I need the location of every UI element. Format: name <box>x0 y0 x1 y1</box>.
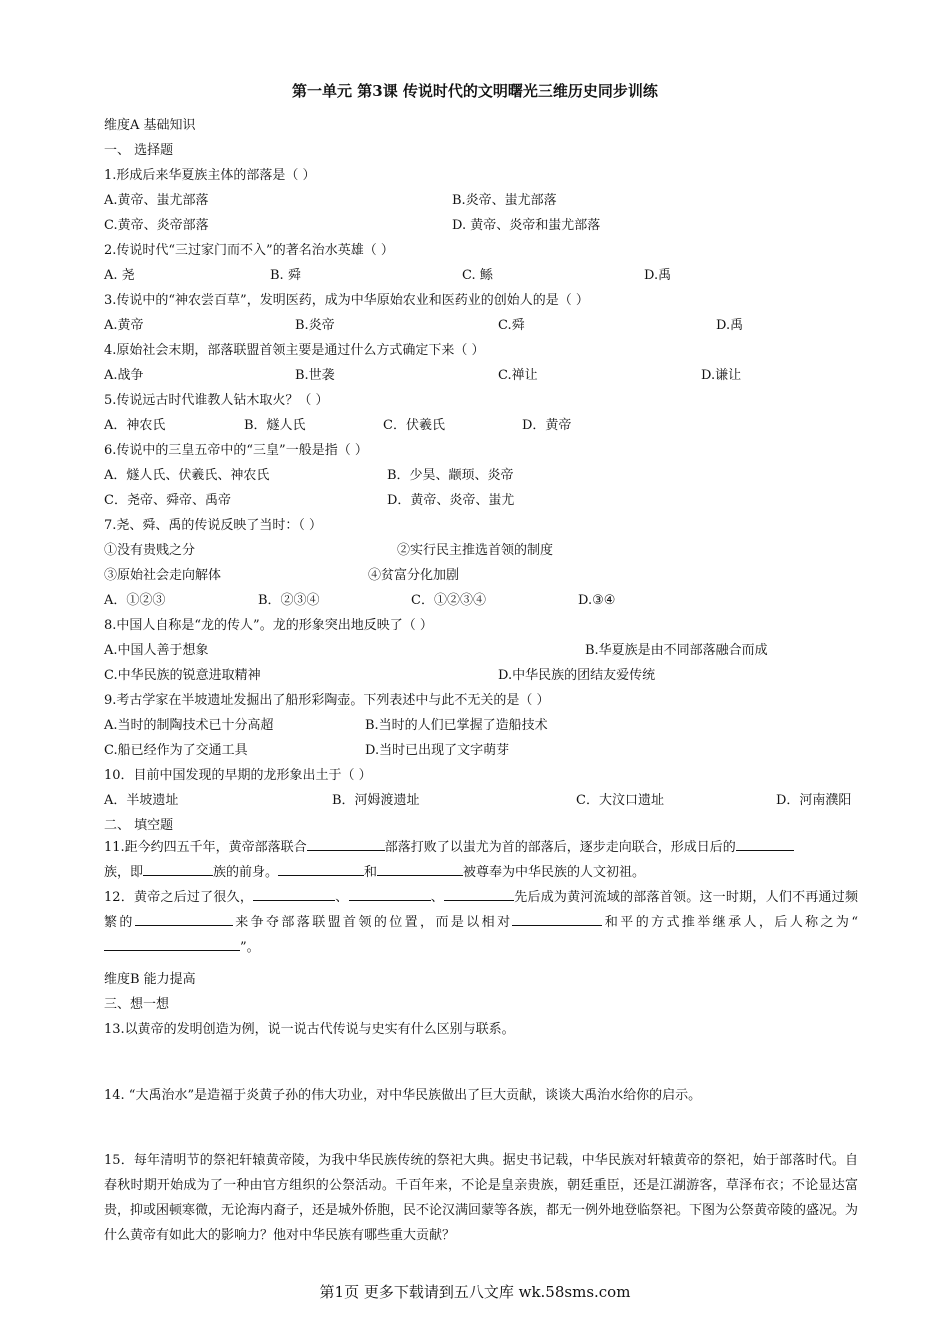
question-6-stem: 6.传说中的三皇五帝中的“三皇”一般是指（ ） <box>104 443 368 458</box>
blank-field[interactable] <box>512 910 602 926</box>
blank-field[interactable] <box>135 910 233 926</box>
question-6-option-c: C．尧帝、舜帝、禹帝 <box>104 493 231 508</box>
question-9-option-c: C.船已经作为了交通工具 <box>104 743 248 758</box>
blank-field[interactable] <box>736 835 794 851</box>
section-choice-heading: 一、 选择题 <box>104 143 174 158</box>
blank-field[interactable] <box>253 885 335 901</box>
question-10-option-a: A．半坡遗址 <box>104 793 179 808</box>
question-8-option-b: B.华夏族是由不同部落融合而成 <box>585 643 768 658</box>
blank-field[interactable] <box>278 860 364 876</box>
question-6-option-a: A．燧人氏、伏羲氏、神农氏 <box>104 468 270 483</box>
question-9-option-b: B.当时的人们已掌握了造船技术 <box>365 718 548 733</box>
question-3-option-c: C.舜 <box>498 318 525 333</box>
question-8-stem: 8.中国人自称是“龙的传人”。龙的形象突出地反映了（ ） <box>104 618 433 633</box>
question-1-stem: 1.形成后来华夏族主体的部落是（ ） <box>104 168 316 183</box>
question-2-option-a: A. 尧 <box>104 268 135 283</box>
question-1-option-b: B.炎帝、蚩尤部落 <box>452 193 557 208</box>
question-7-stem: 7.尧、舜、禹的传说反映了当时：（ ） <box>104 518 323 533</box>
question-7-statement-2: ②实行民主推选首领的制度 <box>397 543 554 558</box>
question-1-option-a: A.黄帝、蚩尤部落 <box>104 193 209 208</box>
question-1-option-d: D. 黄帝、炎帝和蚩尤部落 <box>452 218 601 233</box>
question-11: 11.距今约四五千年，黄帝部落联合 部落打败了以蚩尤为首的部落后，逐步走向联合，形成日后的 族，即 族的前身。 和 被尊奉为中华民族的人文初祖。 <box>104 835 858 885</box>
question-9-option-d: D.当时已出现了文字萌芽 <box>365 743 510 758</box>
question-7-statement-3: ③原始社会走向解体 <box>104 568 222 583</box>
question-4-option-c: C.禅让 <box>498 368 538 383</box>
blank-field[interactable] <box>377 860 463 876</box>
document-title: 第一单元 第3课 传说时代的文明曙光三维历史同步训练 <box>292 82 658 100</box>
question-7-statement-1: ①没有贵贱之分 <box>104 543 196 558</box>
question-3-option-b: B.炎帝 <box>295 318 335 333</box>
question-7-option-d: D.③④ <box>578 593 616 608</box>
question-2-stem: 2.传说时代“三过家门而不入”的著名治水英雄（ ） <box>104 243 394 258</box>
dimension-a-heading: 维度A 基础知识 <box>104 118 196 133</box>
question-6-option-b: B．少昊、颛顼、炎帝 <box>387 468 514 483</box>
question-8-option-c: C.中华民族的锐意进取精神 <box>104 668 261 683</box>
question-2-option-b: B. 舜 <box>270 268 301 283</box>
question-8-option-a: A.中国人善于想象 <box>104 643 209 658</box>
question-5-option-b: B．燧人氏 <box>244 418 306 433</box>
dimension-b-heading: 维度B 能力提高 <box>104 972 196 987</box>
question-4-stem: 4.原始社会末期，部落联盟首领主要是通过什么方式确定下来（ ） <box>104 343 485 358</box>
question-10-option-d: D．河南濮阳 <box>776 793 852 808</box>
blank-field[interactable] <box>349 885 431 901</box>
question-7-statement-4: ④贫富分化加剧 <box>368 568 460 583</box>
section-fill-heading: 二、 填空题 <box>104 818 174 833</box>
question-7-option-b: B．②③④ <box>258 593 320 608</box>
question-13: 13.以黄帝的发明创造为例，说一说古代传说与史实有什么区别与联系。 <box>104 1022 515 1037</box>
blank-field[interactable] <box>444 885 514 901</box>
question-7-option-a: A．①②③ <box>104 593 166 608</box>
question-5-option-d: D．黄帝 <box>522 418 572 433</box>
question-9-option-a: A.当时的制陶技术已十分高超 <box>104 718 274 733</box>
question-12: 12．黄帝之后过了很久， 、 、 先后成为黄河流域的部落首领。这一时期，人们不再通过频繁的 来争夺部落联盟首领的位置，而是以相对 和平的方式推举继承人，后人称之为“”。 <box>104 885 858 960</box>
question-6-option-d: D．黄帝、炎帝、蚩尤 <box>387 493 515 508</box>
blank-field[interactable] <box>143 860 213 876</box>
question-2-option-d: D.禹 <box>644 268 672 283</box>
blank-field[interactable] <box>104 935 240 951</box>
question-4-option-a: A.战争 <box>104 368 144 383</box>
question-3-option-a: A.黄帝 <box>104 318 144 333</box>
question-3-option-d: D.禹 <box>716 318 744 333</box>
blank-field[interactable] <box>307 835 385 851</box>
section-think-heading: 三、想一想 <box>104 997 170 1012</box>
question-4-option-d: D.谦让 <box>701 368 742 383</box>
question-1-option-c: C.黄帝、炎帝部落 <box>104 218 209 233</box>
question-9-stem: 9.考古学家在半坡遗址发掘出了船形彩陶壶。下列表述中与此不无关的是（ ） <box>104 693 550 708</box>
question-2-option-c: C. 鲧 <box>462 268 493 283</box>
question-3-stem: 3.传说中的“神农尝百草”，发明医药，成为中华原始农业和医药业的创始人的是（ ） <box>104 293 589 308</box>
page-footer: 第1页 更多下载请到五八文库 wk.58sms.com <box>319 1283 631 1301</box>
question-10-option-b: B．河姆渡遗址 <box>332 793 420 808</box>
question-5-option-c: C．伏羲氏 <box>383 418 445 433</box>
question-14: 14. “大禹治水”是造福于炎黄子孙的伟大功业，对中华民族做出了巨大贡献，谈谈大禹治水给你的启示。 <box>104 1088 702 1103</box>
question-10-option-c: C．大汶口遗址 <box>576 793 664 808</box>
question-8-option-d: D.中华民族的团结友爱传统 <box>498 668 656 683</box>
question-5-option-a: A．神农氏 <box>104 418 166 433</box>
question-4-option-b: B.世袭 <box>295 368 335 383</box>
question-7-option-c: C．①②③④ <box>411 593 486 608</box>
question-10-stem: 10．目前中国发现的早期的龙形象出土于（ ） <box>104 768 372 783</box>
question-15: 15．每年清明节的祭祀轩辕黄帝陵，为我中华民族传统的祭祀大典。据史书记载，中华民族对轩辕黄帝的祭祀，始于部落时代。自春秋时期开始成为了一种由官方组织的公祭活动。千百年来，不论是皇亲贵族，朝廷重臣，还是江湖游客，草泽布衣；不论显达富贵，抑或困顿寒微，无论海内裔子，还是城外侨胞，民不论汉满回蒙等各族，都无一例外地登临祭祀。下图为公祭黄帝陵的盛况。为什么黄帝有如此大的影响力？他对中华民族有哪些重大贡献？ <box>104 1153 859 1243</box>
question-5-stem: 5.传说远古时代谁教人钻木取火？（ ） <box>104 393 329 408</box>
